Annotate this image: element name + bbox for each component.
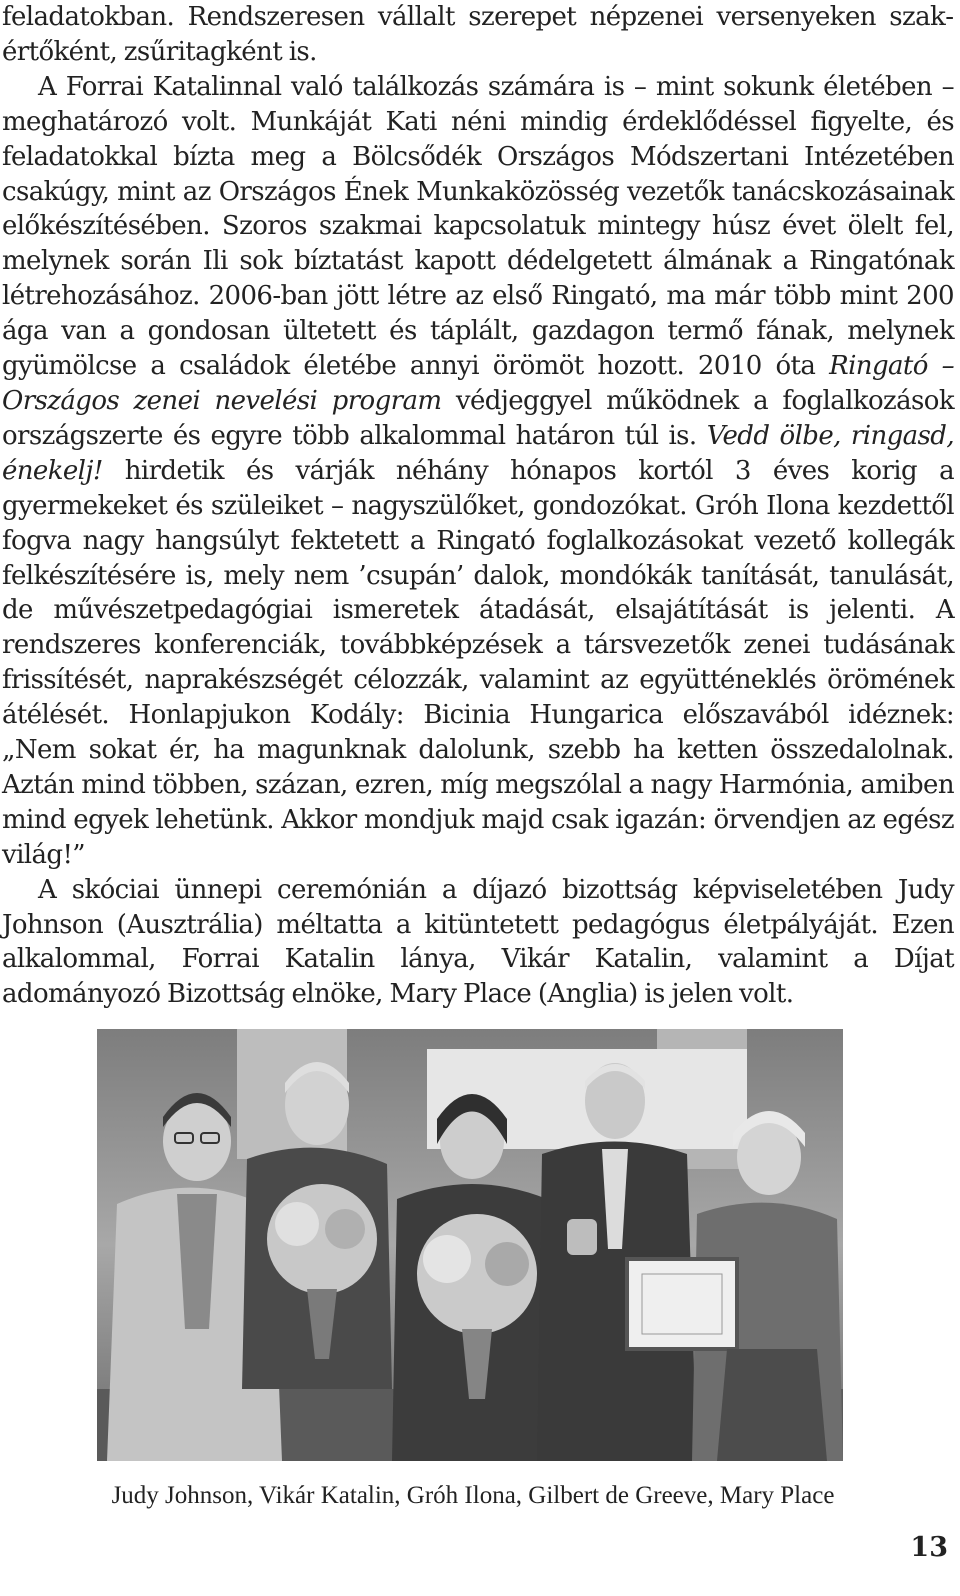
- photo-caption: Judy Johnson, Vikár Katalin, Gróh Ilona, Gilbert de Greeve, Mary Place: [111, 1482, 835, 1509]
- text-segment: védjeggyel működnek a foglalkozások országszerte és egyre több alkalommal határon túl is.: [2, 385, 954, 451]
- italic-text: Vedd ölbe, ringasd, énekelj!: [2, 420, 955, 486]
- text-segment: A Forrai Katalinnal való találkozás számára is – mint sokunk életében – meghatározó volt. Munkáját Kati néni mindig érdeklődéssel figyelte, és feladatokkal bízta meg a Bölcsődék Országos Módszertani Intézetében csakúgy, mint az Országos Ének Munkaközösség vezetők tanácskozásainak előkészítésében. Szoros szakmai kapcsolatuk mintegy húsz évet ölelt fel, melynek során Ili sok bíztatást kapott dédelgetett álmának a Ringatónak létrehozásához. 2006-ban jött létre az első Ringató, ma már több mint 200 ága van a gondosan ültetett és táplált, gazdagon termő fának, melynek gyümölcse a családok életébe annyi örömöt hozott. 2010 óta: [2, 71, 954, 382]
- paragraph: [2, 873, 954, 1013]
- text-segment: A skóciai ünnepi ceremónián a díjazó bizottság képviseletében Judy Johnson (Ausztrália) méltatta a kitüntetett pedagógus életpályáját. Ezen alkalommal, Forrai Katalin lánya, Vikár Katalin, valamint a Díjat adományozó Bizottság elnöke, Mary Place (Anglia) is jelen volt.: [2, 874, 954, 1010]
- text-segment: hirdetik és várják néhány hónapos kortól 3 éves korig a gyermekeket és szüleiket – nagyszülőket, gondozókat. Gróh Ilona kezdettől fogva nagy hangsúlyt fektetett a Ringató foglalkozásokat vezető kollegák felkészítésére is, mely nem ’csupán’ dalok, mondókák tanítását, tanulását, de művészetpedagógiai ismeretek átadását, elsajátítását is jelenti. A rendszeres konferenciák, továbbképzések a társvezetők zenei tudásának frissítését, naprakészségét célozzák, valamint az együtténeklés örömének átélését. Honlapjukon Kodály: Bicinia Hungarica előszavából idéznek: „Nem sokat ér, ha magunknak dalolunk, szebb ha ketten összedalolnak. Aztán mind többen, százan, ezren, míg megszólal a nagy Harmónia, amiben mind egyek lehetünk. Akkor mondjuk majd csak igazán: örvendjen az egész világ!”: [2, 455, 954, 870]
- body-text: [2, 0, 954, 1012]
- text-segment: feladatokban. Rendszeresen vállalt szerepet népzenei versenyeken szakértőként, zsűritagként is.: [2, 2, 954, 67]
- page-number: 13: [910, 1532, 948, 1563]
- group-photo: [97, 1029, 843, 1461]
- paragraph: [2, 70, 954, 873]
- italic-text: Ringató – Országos zenei nevelési program: [2, 351, 954, 416]
- paragraph: [2, 0, 954, 70]
